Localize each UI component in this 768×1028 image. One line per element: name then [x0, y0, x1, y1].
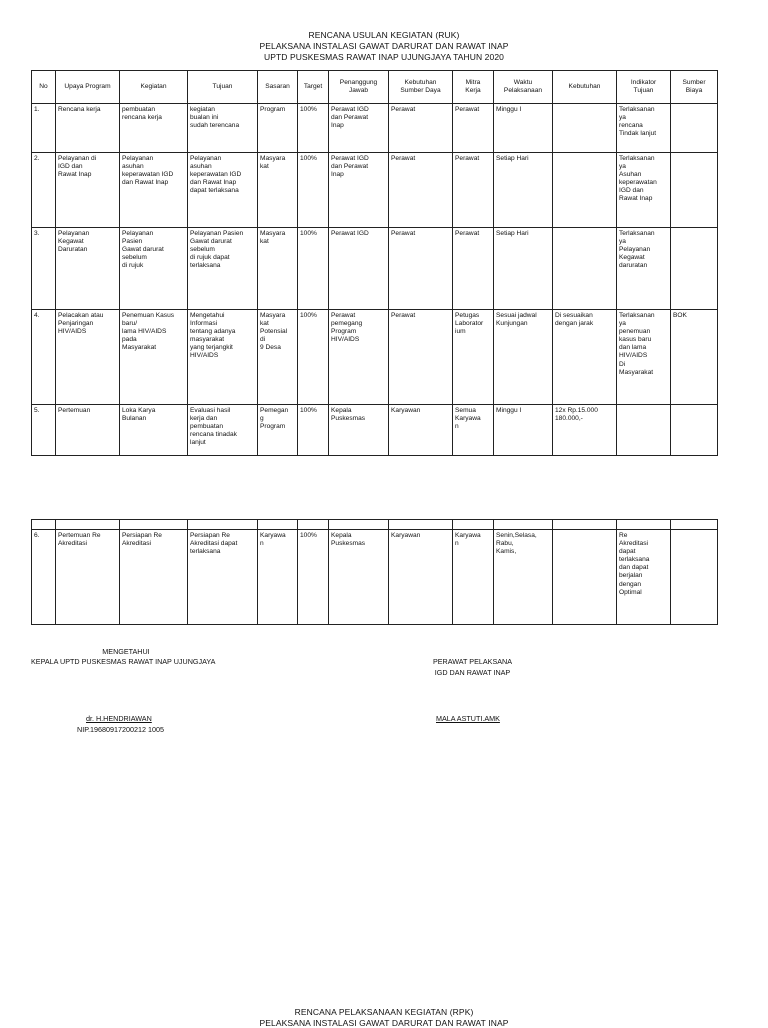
cell-kebutuhan-sumber-daya: Perawat [389, 104, 453, 153]
cell-kebutuhan-sumber-daya: Perawat [389, 310, 453, 405]
cell-mitra-kerja [453, 520, 494, 530]
table-row [32, 405, 718, 456]
cell-upaya-program: Pertemuan Re Akreditasi [56, 530, 120, 625]
cell-penanggung-jawab: Perawat IGD [329, 228, 389, 310]
sign-left-name: dr. H.HENDRIAWAN [86, 714, 152, 723]
sign-left-position: KEPALA UPTD PUSKESMAS RAWAT INAP UJUNGJAYA [31, 657, 216, 666]
cell-sasaran: Masyara kat Potensial di 9 Desa [258, 310, 298, 405]
cell-kebutuhan: 12x Rp.15.000 180.000,- [553, 405, 617, 456]
cell-sumber-biaya [671, 228, 718, 310]
cell-tujuan: kegiatan bualan ini sudah terencana [188, 104, 258, 153]
table-row [32, 153, 718, 228]
cell-mitra-kerja: Karyawa n [453, 530, 494, 625]
cell-sasaran: Program [258, 104, 298, 153]
column-header-no: No [32, 71, 56, 104]
cell-no: 2. [32, 153, 56, 228]
cell-waktu-pelaksanaan: Minggu I [494, 104, 553, 153]
cell-kebutuhan-sumber-daya: Perawat [389, 228, 453, 310]
cell-indikator-tujuan: Terlaksanan ya rencana Tindak lanjut [617, 104, 671, 153]
doc-title-line2: PELAKSANA INSTALASI GAWAT DARURAT DAN RAWAT INAP [259, 41, 509, 51]
column-header-mitra-kerja: Mitra Kerja [453, 71, 494, 104]
cell-penanggung-jawab: Perawat IGD dan Perawat Inap [329, 153, 389, 228]
cell-kebutuhan [553, 520, 617, 530]
cell-kebutuhan [553, 530, 617, 625]
table-header-row [32, 71, 718, 104]
sign-right-title: PERAWAT PELAKSANA [432, 657, 513, 666]
cell-kegiatan [120, 520, 188, 530]
cell-upaya-program: Rencana kerja [56, 104, 120, 153]
cell-mitra-kerja: Perawat [453, 228, 494, 310]
cell-sumber-biaya [671, 153, 718, 228]
doc-title-line3: UPTD PUSKESMAS RAWAT INAP UJUNGJAYA TAHUN 2020 [264, 52, 504, 62]
cell-no: 5. [32, 405, 56, 456]
cell-kebutuhan [553, 228, 617, 310]
column-header-target: Target [298, 71, 329, 104]
column-header-sumber-biaya: Sumber Biaya [671, 71, 718, 104]
cell-no: 1. [32, 104, 56, 153]
cell-target: 100% [298, 530, 329, 625]
doc-title-line1: RENCANA USULAN KEGIATAN (RUK) [308, 30, 460, 40]
ruk-table [31, 70, 718, 456]
cell-penanggung-jawab: Kepala Puskesmas [329, 405, 389, 456]
cell-upaya-program: Pertemuan [56, 405, 120, 456]
cell-kebutuhan-sumber-daya: Karyawan [389, 405, 453, 456]
cell-kebutuhan-sumber-daya: Perawat [389, 153, 453, 228]
column-header-kegiatan: Kegiatan [120, 71, 188, 104]
cell-no: 4. [32, 310, 56, 405]
sign-left-nip: NIP.19680917200212 1005 [77, 725, 164, 734]
table-row [32, 520, 718, 530]
column-header-upaya-program: Upaya Program [56, 71, 120, 104]
column-header-sasaran: Sasaran [258, 71, 298, 104]
cell-tujuan [188, 520, 258, 530]
cell-sumber-biaya [671, 405, 718, 456]
cell-mitra-kerja: Perawat [453, 153, 494, 228]
cell-tujuan: Mengetahui Informasi tentang adanya masyarakat yang terjangkit HIV/AIDS [188, 310, 258, 405]
cell-waktu-pelaksanaan: Senin,Selasa, Rabu, Kamis, [494, 530, 553, 625]
sign-right-position: IGD DAN RAWAT INAP [434, 668, 511, 677]
cell-target: 100% [298, 104, 329, 153]
cell-sumber-biaya: BOK [671, 310, 718, 405]
table-row [32, 228, 718, 310]
cell-waktu-pelaksanaan [494, 520, 553, 530]
cell-sasaran: Masyara kat [258, 228, 298, 310]
cell-sasaran: Pemegan g Program [258, 405, 298, 456]
cell-waktu-pelaksanaan: Minggu I [494, 405, 553, 456]
column-header-kebutuhan-sumber-daya: Kebutuhan Sumber Daya [389, 71, 453, 104]
cell-kebutuhan-sumber-daya: Karyawan [389, 530, 453, 625]
cell-kegiatan: Pelayanan Pasien Gawat darurat sebelum di rujuk [120, 228, 188, 310]
cell-indikator-tujuan: Terlaksanan ya penemuan kasus baru dan lama HIV/AIDS Di Masyarakat [617, 310, 671, 405]
cell-no: 3. [32, 228, 56, 310]
cell-upaya-program: Pelayanan Kegawat Daruratan [56, 228, 120, 310]
cell-indikator-tujuan: Terlaksanan ya Asuhan keperawatan IGD dan Rawat Inap [617, 153, 671, 228]
cell-kegiatan: Pelayanan asuhan keperawatan IGD dan Rawat Inap [120, 153, 188, 228]
cell-indikator-tujuan [617, 405, 671, 456]
column-header-tujuan: Tujuan [188, 71, 258, 104]
cell-penanggung-jawab: Kepala Puskesmas [329, 530, 389, 625]
cell-tujuan: Pelayanan asuhan keperawatan IGD dan Rawat Inap dapat terlaksana [188, 153, 258, 228]
cell-sasaran: Masyara kat [258, 153, 298, 228]
cell-penanggung-jawab: Perawat IGD dan Perawat Inap [329, 104, 389, 153]
ruk-table-continued [31, 519, 718, 625]
cell-kebutuhan: Di sesuaikan dengan jarak [553, 310, 617, 405]
cell-no: 6. [32, 530, 56, 625]
column-header-kebutuhan: Kebutuhan [553, 71, 617, 104]
cell-target: 100% [298, 405, 329, 456]
column-header-waktu-pelaksanaan: Waktu Pelaksanaan [494, 71, 553, 104]
cell-upaya-program: Pelayanan di IGD dan Rawat Inap [56, 153, 120, 228]
cell-kebutuhan-sumber-daya [389, 520, 453, 530]
cell-tujuan: Pelayanan Pasien Gawat darurat sebelum di rujuk dapat terlaksana [188, 228, 258, 310]
cell-kegiatan: Loka Karya Bulanan [120, 405, 188, 456]
cell-sasaran: Karyawa n [258, 530, 298, 625]
cell-indikator-tujuan: Re Akreditasi dapat terlaksana dan dapat berjalan dengan Optimal [617, 530, 671, 625]
cell-mitra-kerja: Semua Karyawa n [453, 405, 494, 456]
cell-indikator-tujuan: Terlaksanan ya Pelayanan Kegawat daruratan [617, 228, 671, 310]
sign-left-title: MENGETAHUI [102, 647, 150, 656]
cell-mitra-kerja: Petugas Laborator ium [453, 310, 494, 405]
cell-kebutuhan [553, 104, 617, 153]
footer-title-line1: RENCANA PELAKSANAAN KEGIATAN (RPK) [294, 1007, 474, 1017]
cell-mitra-kerja: Perawat [453, 104, 494, 153]
cell-sumber-biaya [671, 530, 718, 625]
cell-upaya-program [56, 520, 120, 530]
cell-kegiatan: pembuatan rencana kerja [120, 104, 188, 153]
cell-kegiatan: Penemuan Kasus baru/ lama HIV/AIDS pada Masyarakat [120, 310, 188, 405]
table-row [32, 310, 718, 405]
cell-target: 100% [298, 153, 329, 228]
sign-right-name: MALA ASTUTI.AMK [436, 714, 500, 723]
cell-target: 100% [298, 310, 329, 405]
cell-kebutuhan [553, 153, 617, 228]
column-header-indikator-tujuan: Indikator Tujuan [617, 71, 671, 104]
cell-waktu-pelaksanaan: Sesuai jadwal Kunjungan [494, 310, 553, 405]
cell-penanggung-jawab: Perawat pemegang Program HIV/AIDS [329, 310, 389, 405]
cell-sasaran [258, 520, 298, 530]
cell-sumber-biaya [671, 520, 718, 530]
cell-indikator-tujuan [617, 520, 671, 530]
footer-title-line2: PELAKSANA INSTALASI GAWAT DARURAT DAN RAWAT INAP [259, 1018, 509, 1028]
cell-upaya-program: Pelacakan atau Penjaringan HIV/AIDS [56, 310, 120, 405]
column-header-penanggung-jawab: Penanggung Jawab [329, 71, 389, 104]
cell-target [298, 520, 329, 530]
cell-waktu-pelaksanaan: Setiap Hari [494, 228, 553, 310]
cell-no [32, 520, 56, 530]
table-row [32, 104, 718, 153]
cell-tujuan: Persiapan Re Akreditasi dapat terlaksana [188, 530, 258, 625]
cell-tujuan: Evaluasi hasil kerja dan pembuatan rencana tinadak lanjut [188, 405, 258, 456]
table-row [32, 530, 718, 625]
cell-target: 100% [298, 228, 329, 310]
cell-sumber-biaya [671, 104, 718, 153]
cell-waktu-pelaksanaan: Setiap Hari [494, 153, 553, 228]
cell-penanggung-jawab [329, 520, 389, 530]
cell-kegiatan: Persiapan Re Akreditasi [120, 530, 188, 625]
